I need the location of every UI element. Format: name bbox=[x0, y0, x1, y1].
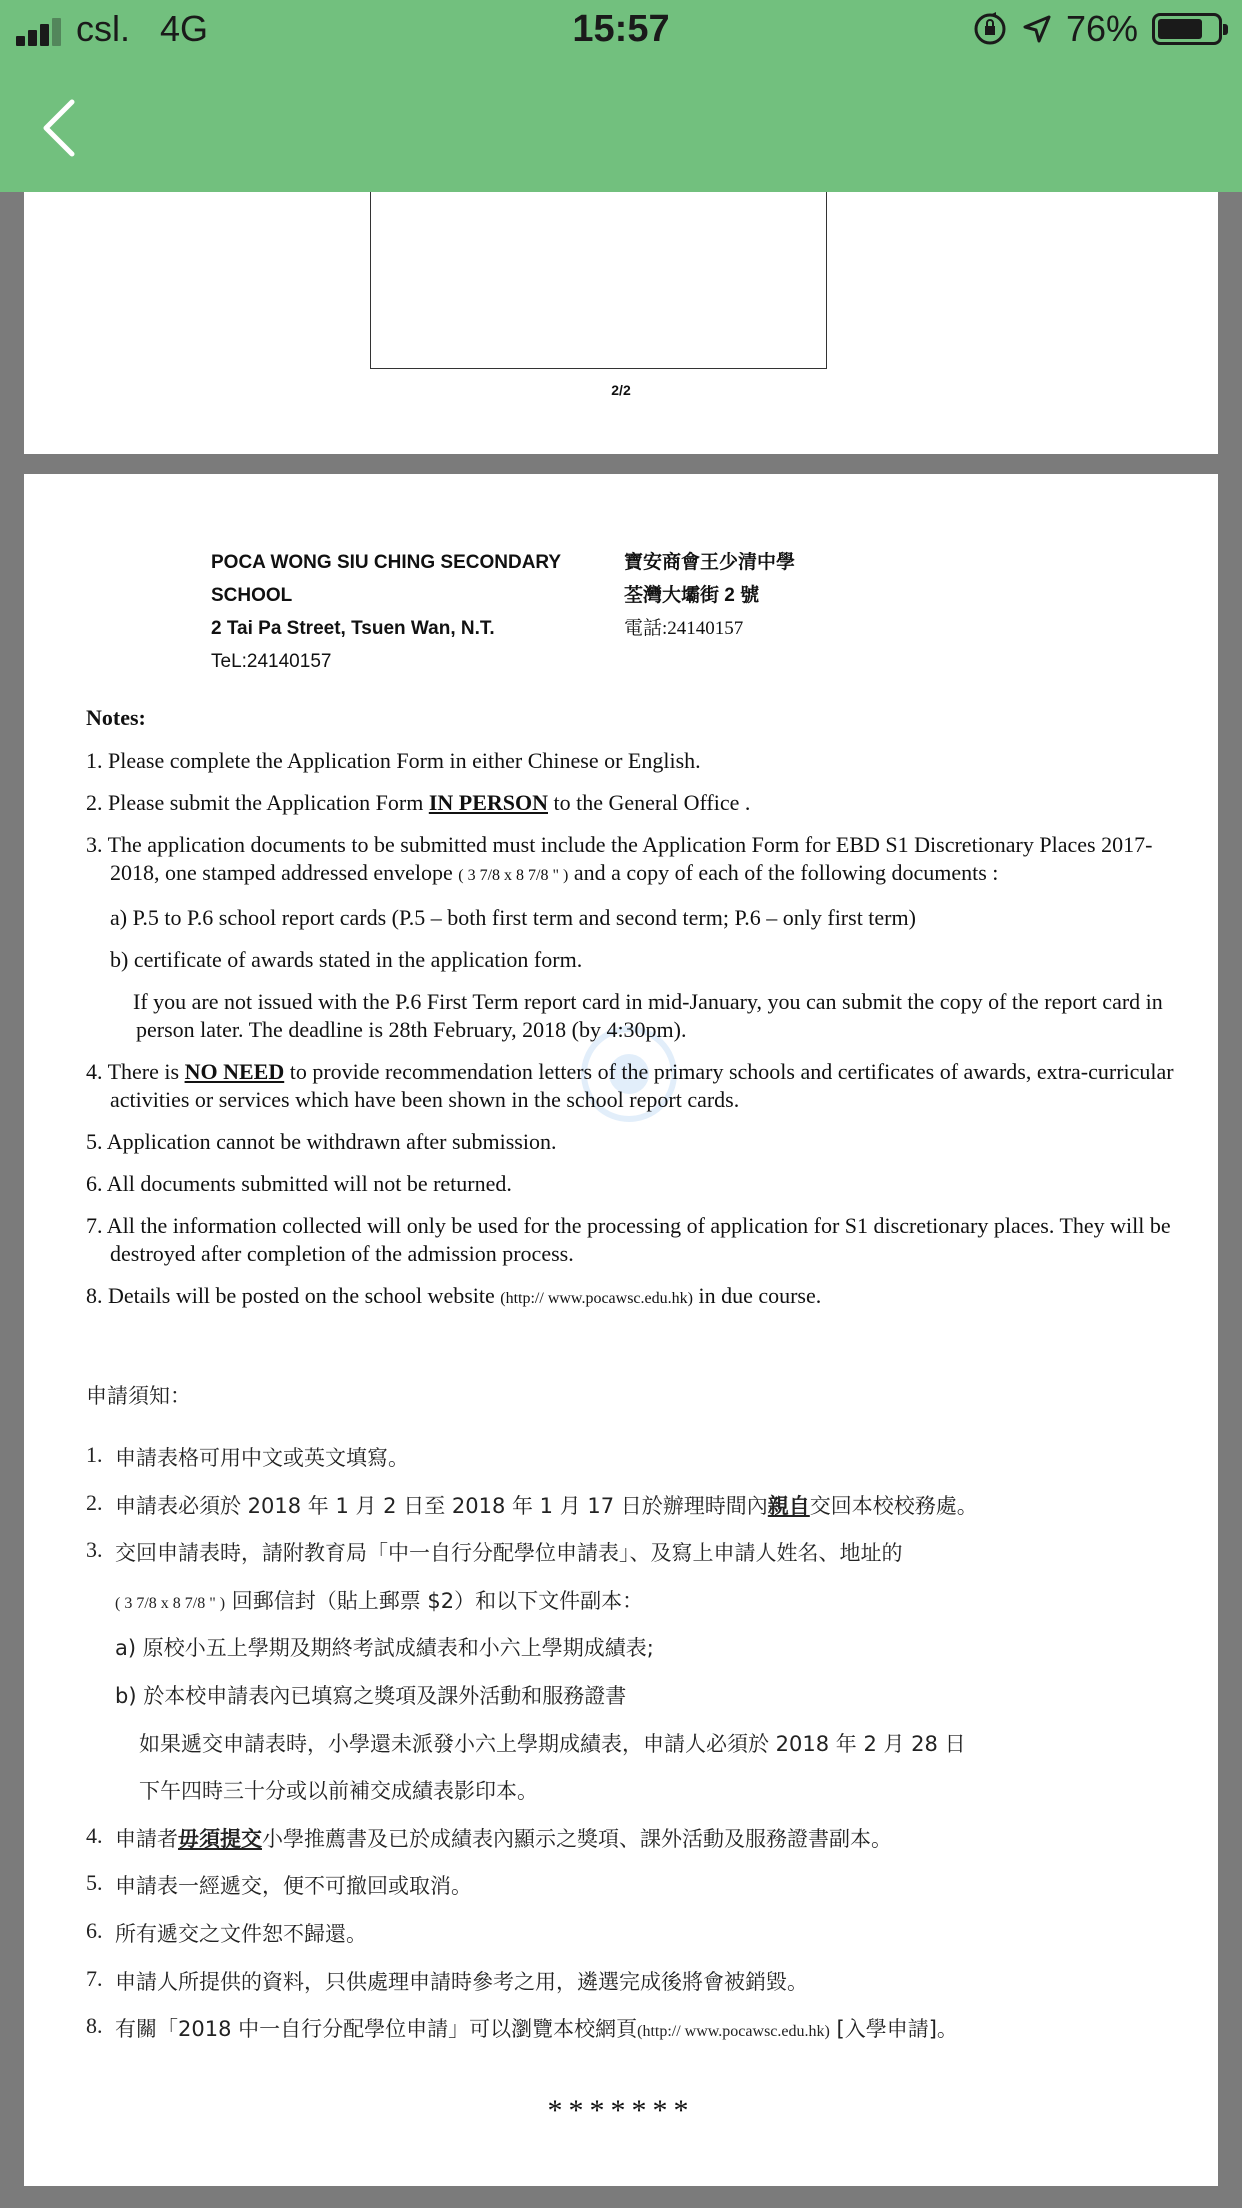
rotation-lock-icon bbox=[972, 11, 1008, 47]
zh-item-8: 8. 有關「2018 中一自行分配學位申請」可以瀏覽本校網頁(http:// www.pocawsc.edu.hk) [入學申請]。 bbox=[86, 2013, 958, 2042]
zh-item-3: 3. 交回申請表時，請附教育局「中一自行分配學位申請表」、及寫上申請人姓名、地址的 bbox=[86, 1537, 903, 1566]
school-address-en: 2 Tai Pa Street, Tsuen Wan, N.T. bbox=[211, 618, 495, 639]
zh-item-3-cont: ( 3 7/8 x 8 7/8 " ) 回郵信封（貼上郵票 $2）和以下文件副本： bbox=[115, 1588, 644, 1613]
zh-item-7: 7. 申請人所提供的資料，只供處理申請時參考之用，遴選完成後將會被銷毀。 bbox=[86, 1965, 808, 1994]
zh-item-3-remark-2: 下午四時三十分或以前補交成績表影印本。 bbox=[139, 1779, 538, 1804]
zh-item-3b: b) 於本校申請表內已填寫之獎項及課外活動和服務證書 bbox=[115, 1683, 627, 1708]
note-item-3b: b) certificate of awards stated in the application form. bbox=[110, 947, 583, 972]
notes-title: Notes: bbox=[86, 705, 146, 730]
carrier-label: csl. 4G bbox=[76, 8, 209, 49]
school-tel-en: TeL:24140157 bbox=[211, 651, 332, 672]
back-chevron-icon[interactable] bbox=[36, 96, 96, 160]
school-name-zh: 寶安商會王少清中學 bbox=[624, 552, 796, 573]
battery-percent: 76% bbox=[1065, 8, 1138, 49]
note-item-4: 4. There is NO NEED to provide recommendation letters of the primary schools and certificates of awards, extra-curricular activities or services which have been shown in the school report cards. bbox=[86, 1059, 1174, 1112]
school-address-zh: 荃灣大壩街 2 號 bbox=[624, 585, 760, 606]
location-arrow-icon bbox=[1022, 14, 1052, 44]
status-bar bbox=[0, 0, 1242, 62]
school-website-link-zh[interactable]: (http:// www.pocawsc.edu.hk) bbox=[637, 2023, 830, 2041]
document-page bbox=[24, 474, 1218, 2186]
nav-bar bbox=[0, 62, 1242, 192]
note-item-2: 2. Please submit the Application Form IN PERSON to the General Office . bbox=[86, 790, 751, 815]
zh-item-4: 4. 申請者毋須提交小學推薦書及已於成績表內顯示之獎項、課外活動及服務證書副本。 bbox=[86, 1822, 892, 1851]
notes-chinese bbox=[86, 1380, 1186, 2061]
photo-placeholder-box bbox=[370, 192, 827, 369]
school-header-en bbox=[211, 546, 611, 678]
note-item-8: 8. Details will be posted on the school website (http:// www.pocawsc.edu.hk) in due course. bbox=[86, 1283, 822, 1308]
clock: 15:57 bbox=[572, 8, 670, 50]
zh-item-6: 6. 所有遞交之文件恕不歸還。 bbox=[86, 1917, 367, 1946]
page-number: 2/2 bbox=[611, 382, 631, 398]
school-website-link[interactable]: (http:// www.pocawsc.edu.hk) bbox=[500, 1290, 693, 1307]
school-name-en: POCA WONG SIU CHING SECONDARY SCHOOL bbox=[211, 552, 561, 606]
note-item-6: 6. All documents submitted will not be returned. bbox=[86, 1171, 512, 1196]
note-item-1: 1. Please complete the Application Form in either Chinese or English. bbox=[86, 748, 701, 773]
notes-zh-title: 申請須知： bbox=[86, 1384, 191, 1408]
zh-item-2: 2. 申請表必須於 2018 年 1 月 2 日至 2018 年 1 月 17 日於辦理時間內親自交回本校校務處。 bbox=[86, 1489, 978, 1518]
network-type: 4G bbox=[160, 8, 209, 49]
notes-english bbox=[86, 704, 1186, 1327]
note-item-5: 5. Application cannot be withdrawn after submission. bbox=[86, 1129, 557, 1154]
school-header-zh bbox=[624, 546, 944, 645]
zh-item-1: 1. 申請表格可用中文或英文填寫。 bbox=[86, 1442, 409, 1470]
note-item-3-remark: If you are not issued with the P.6 First Term report card in mid-January, you can submit the copy of the report card in person later. The deadline is 28th February, 2018 (by 4:30pm). bbox=[133, 989, 1163, 1042]
document-page-previous bbox=[24, 192, 1218, 454]
note-item-7: 7. All the information collected will only be used for the processing of application for S1 discretionary places. They will be destroyed after completion of the admission process. bbox=[86, 1213, 1171, 1266]
zh-item-5: 5. 申請表一經遞交，便不可撤回或取消。 bbox=[86, 1870, 472, 1899]
note-item-3a: a) P.5 to P.6 school report cards (P.5 – both first term and second term; P.6 – only first term) bbox=[110, 905, 916, 930]
school-tel-zh: 電話:24140157 bbox=[624, 618, 744, 639]
note-item-3: 3. The application documents to be submitted must include the Application Form for EBD S1 Discretionary Places 2017-2018, one stamped addressed envelope ( 3 7/8 x 8 7/8 " ) and a copy of each of the following documents : bbox=[86, 832, 1153, 885]
battery-icon bbox=[1152, 13, 1222, 45]
end-marker: ******* bbox=[547, 2094, 695, 2127]
zh-item-3-remark-1: 如果遞交申請表時，小學還未派發小六上學期成績表，申請人必須於 2018 年 2 月 28 日 bbox=[139, 1731, 966, 1756]
zh-item-3a: a) 原校小五上學期及期終考試成績表和小六上學期成績表; bbox=[115, 1636, 654, 1661]
